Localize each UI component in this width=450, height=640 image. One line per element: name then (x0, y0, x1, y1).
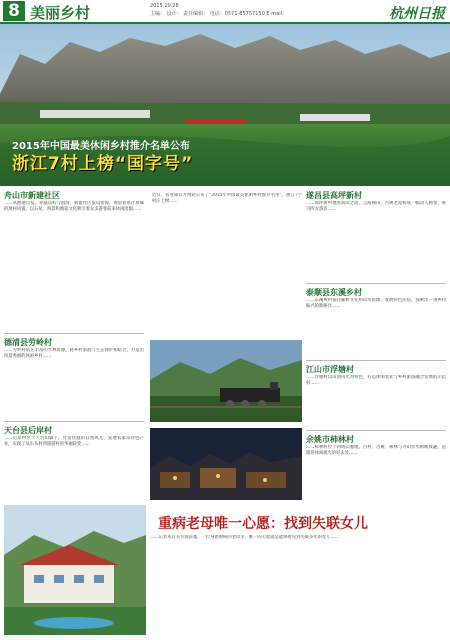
article-title-dongxi: 泰顺县东溪乡村 (306, 288, 362, 297)
train-scene (150, 340, 302, 422)
header-meta (150, 2, 287, 18)
article-title-shilin: 余姚市柿林村 (306, 435, 354, 444)
article-title-laoling: 德清县劳岭村 (4, 338, 52, 347)
hotel-scene (4, 505, 146, 635)
bottom-article-body: ……记者从有关方面获悉，一位身患重病的老母亲，唯一的心愿就是能够再见到失联多年的女儿…… (150, 535, 340, 540)
header-contact: 主编： 设计： 责任编辑： 电话：0571-85757150 E-mail： (150, 11, 288, 17)
hero-kicker: 2015年中国最美休闲乡村推介名单公布 (12, 141, 190, 152)
article-body-gaoping: ……高坪新村地处高山之间，云海梯田、古树老屋构成一幅动人画卷，吸引四方游客…… (306, 201, 446, 213)
article-title-xinjian: 舟山市新建社区 (4, 191, 60, 200)
article-body-shilin: ……柿林村位于四明山腹地，古村、古树、柿林与丹山赤水相映成趣，是游客休闲观光的好去处…… (306, 445, 446, 457)
article-body-houan: ……后岸村位于天台山脚下，凭借优越的自然风光，发展农家乐特色产业，实现了从石头村到旅游村的华丽转变…… (4, 436, 144, 448)
article-title-gaoping: 遂昌县高坪新村 (306, 191, 362, 200)
divider (4, 421, 144, 422)
article-title-houan: 天台县后岸村 (4, 426, 52, 435)
article-title-futang: 江山市浮塘村 (306, 365, 354, 374)
hotel-photo (4, 505, 146, 635)
article-body-futang: ……浮塘村以田园风光为特色，打造休闲农业与乡村旅游融合发展的示范村…… (306, 375, 446, 387)
article-body-dongxi: ……东溪乡村依托廊桥文化和山水资源，发展特色民宿，探索出一条乡村振兴的新路径…… (306, 298, 446, 310)
divider (306, 430, 446, 431)
train-photo (150, 340, 302, 422)
newspaper-logo: 杭州日报 (389, 6, 445, 22)
divider (306, 360, 446, 361)
header-date: 2015.10.28 (150, 3, 179, 9)
section-title: 美丽乡村 (30, 4, 91, 22)
night-village-photo (150, 428, 302, 500)
divider (306, 283, 446, 284)
lead-article-body: 近日，农业部官方网站公布了“2015年中国最美休闲乡村推介名单”，浙江7个村庄上榜…… (152, 193, 302, 205)
hero-title: 浙江7村上榜“国字号” (12, 154, 194, 174)
divider (4, 333, 144, 334)
article-body-laoling: ……劳岭村依托丰富的竹林资源，将乡村旅游与生态保护相结合，打造出风景秀丽的休闲乡村…… (4, 348, 144, 360)
article-body-xinjian: ……从渔港出发，穿越岛屿与海湾，新建社区依山傍海，保留着原汁原味的渔村风貌，以石屋、海景和渔家文化吸引着众多游客前来休闲度假…… (4, 201, 144, 213)
night-village-scene (150, 428, 302, 500)
page-number: 8 (3, 1, 25, 21)
bottom-article-title: 重病老母唯一心愿：找到失联女儿 (158, 516, 368, 532)
